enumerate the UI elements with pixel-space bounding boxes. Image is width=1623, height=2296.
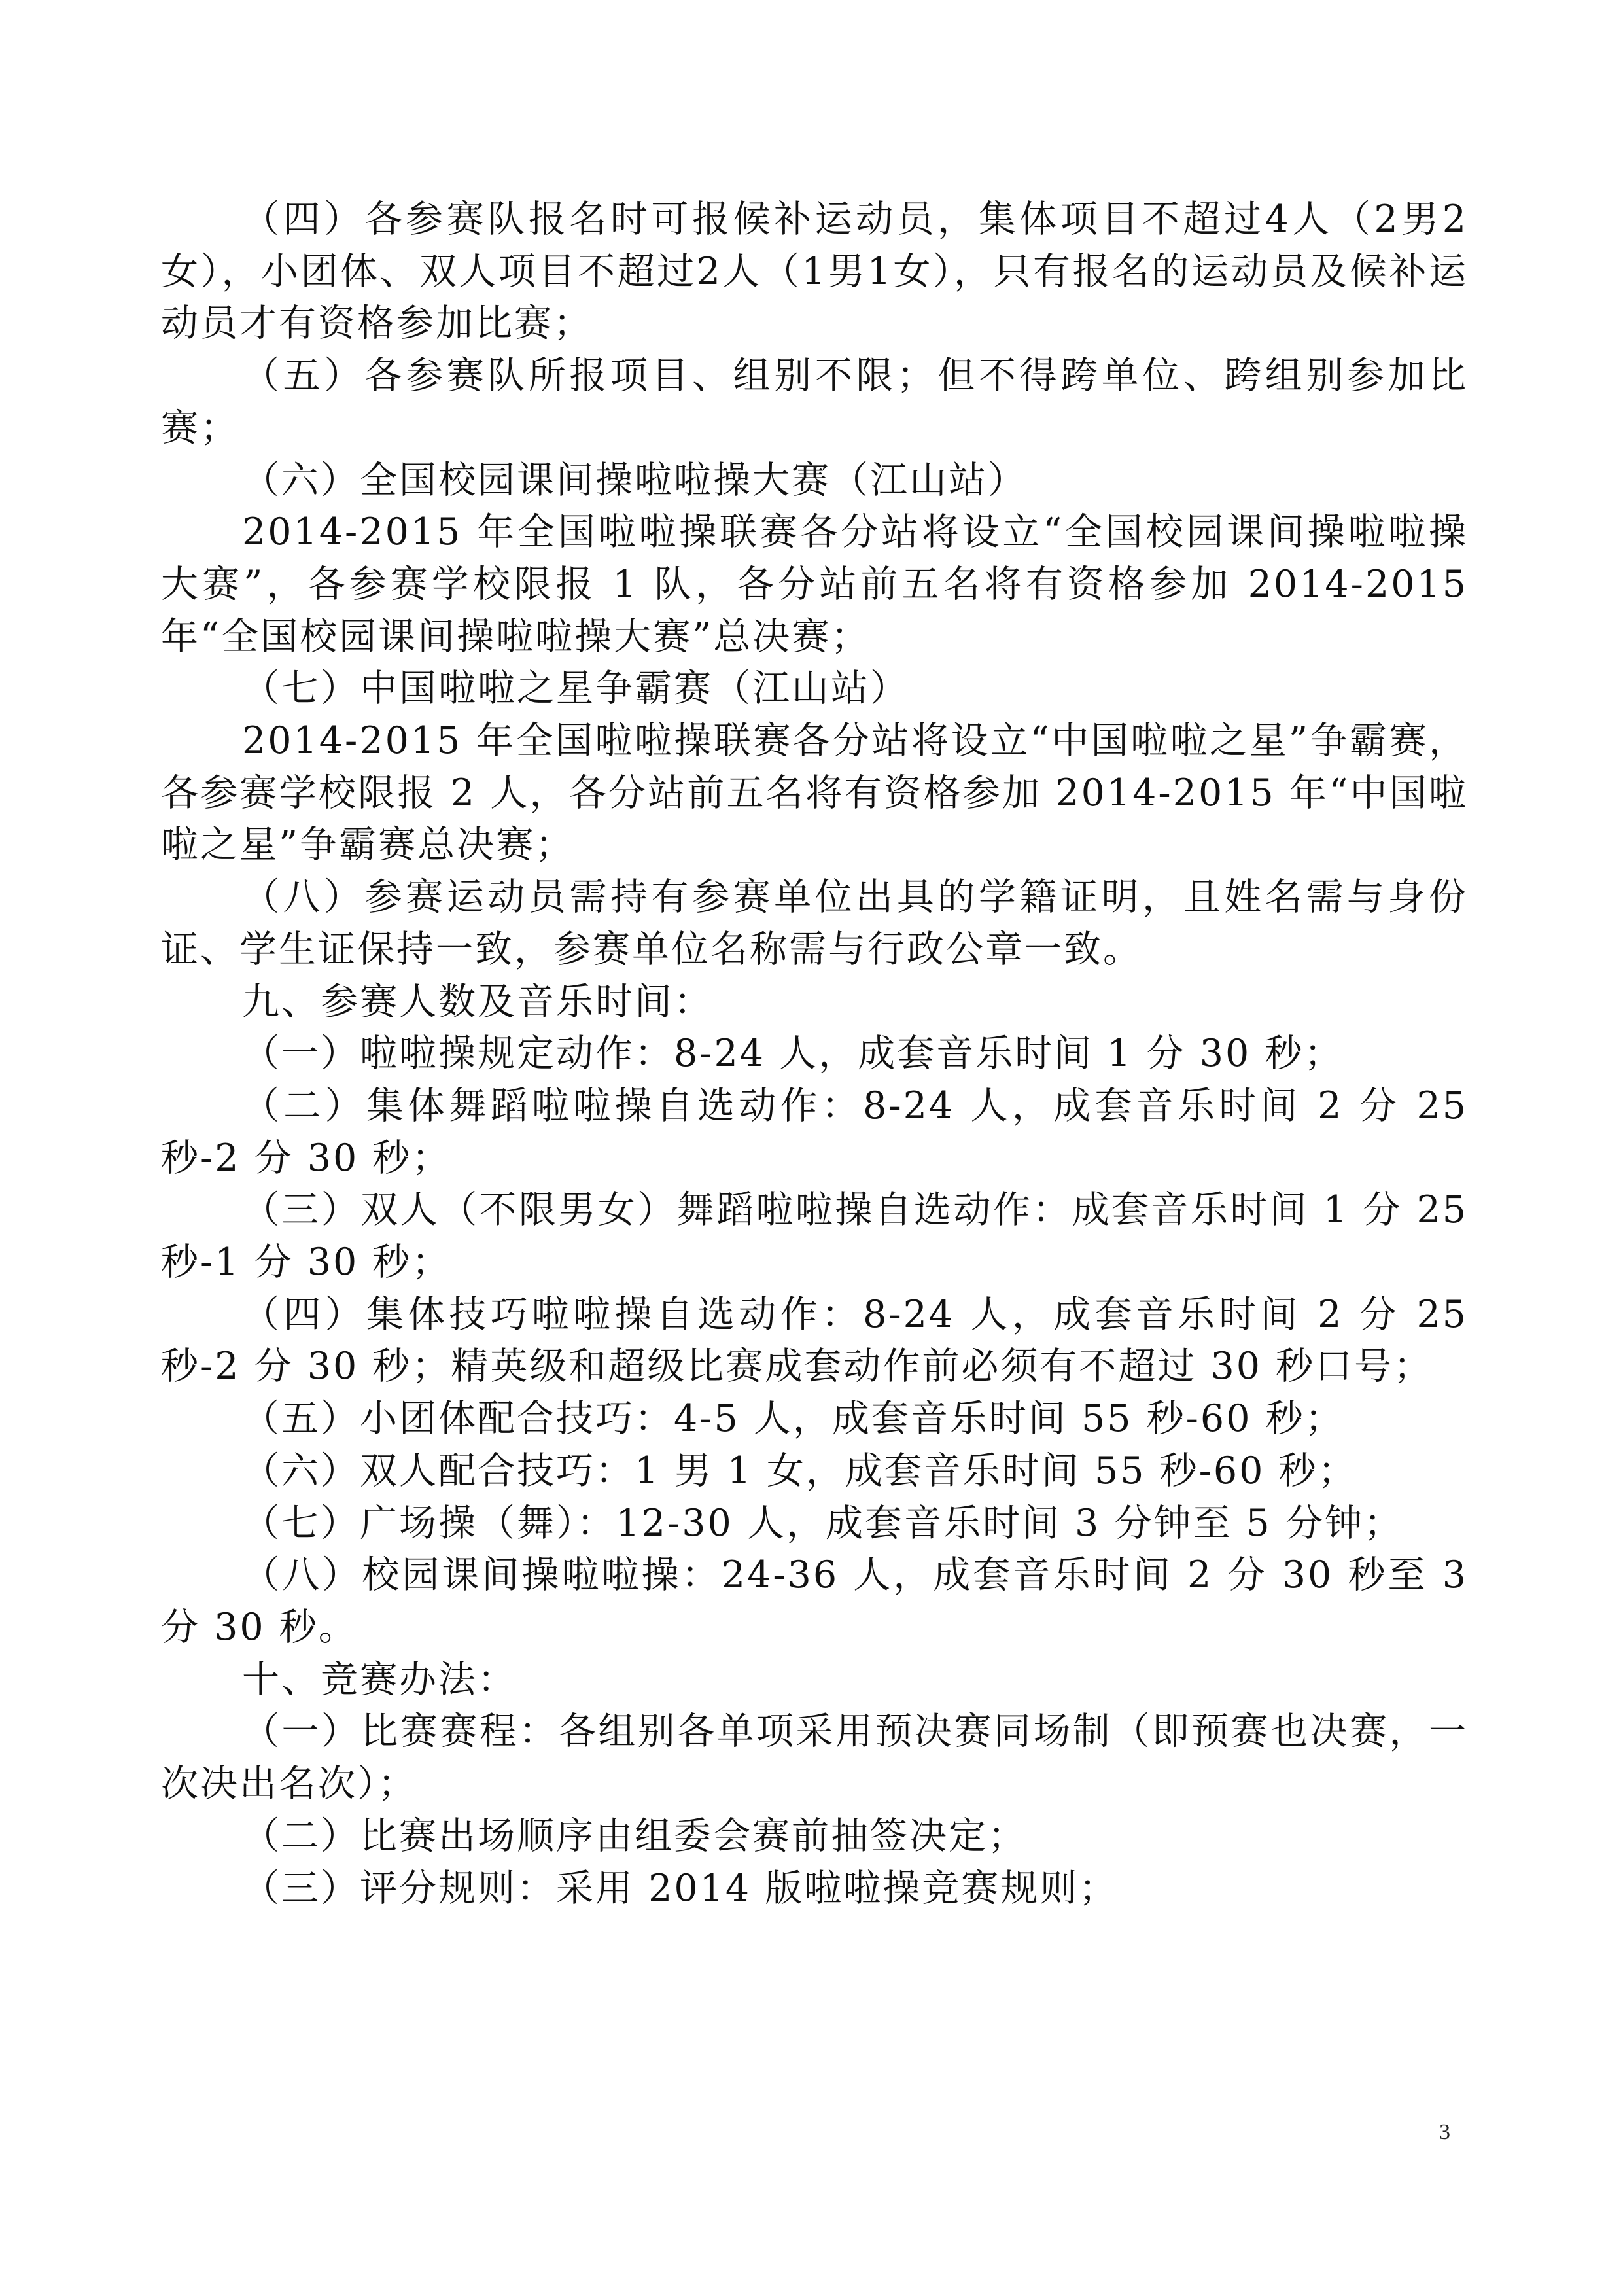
section-heading-9: 九、参赛人数及音乐时间： xyxy=(242,980,713,1023)
paragraph-3: （六）全国校园课间操啦啦操大赛（江山站） xyxy=(242,458,1027,502)
paragraph-4: 2014-2015 年全国啦啦操联赛各分站将设立“全国校园课间操啦啦操大赛”，各参赛学校限报 1 队，各分站前五名将有资格参加 2014-2015 年“全国校园课间操啦啦操大赛”总决赛； xyxy=(161,510,1468,658)
page-number: 3 xyxy=(1439,2120,1450,2144)
paragraph-7: （八）参赛运动员需持有参赛单位出具的学籍证明，且姓名需与身份证、学生证保持一致，参赛单位名称需与行政公章一致。 xyxy=(161,875,1468,971)
paragraph-9-2: （二）集体舞蹈啦啦操自选动作：8-24 人，成套音乐时间 2 分 25 秒-2 分 30 秒； xyxy=(161,1084,1468,1180)
paragraph-9-5: （五）小团体配合技巧：4-5 人，成套音乐时间 55 秒-60 秒； xyxy=(242,1397,1344,1441)
paragraph-5: （七）中国啦啦之星争霸赛（江山站） xyxy=(242,667,909,711)
paragraph-10-1: （一）比赛赛程：各组别各单项采用预决赛同场制（即预赛也决赛，一次决出名次）； xyxy=(161,1710,1468,1806)
section-heading-10: 十、竞赛办法： xyxy=(242,1657,517,1701)
paragraph-9-1: （一）啦啦操规定动作：8-24 人，成套音乐时间 1 分 30 秒； xyxy=(242,1032,1344,1076)
paragraph-9-7: （七）广场操（舞）：12-30 人，成套音乐时间 3 分钟至 5 分钟； xyxy=(242,1501,1403,1545)
paragraph-6: 2014-2015 年全国啦啦操联赛各分站将设立“中国啦啦之星”争霸赛，各参赛学校限报 2 人，各分站前五名将有资格参加 2014-2015 年“中国啦啦之星”争霸赛总决赛； xyxy=(161,719,1468,867)
paragraph-9-8: （八）校园课间操啦啦操：24-36 人，成套音乐时间 2 分 30 秒至 3 分 30 秒。 xyxy=(161,1553,1468,1649)
paragraph-2: （五）各参赛队所报项目、组别不限；但不得跨单位、跨组别参加比赛； xyxy=(161,354,1468,450)
paragraph-9-4: （四）集体技巧啦啦操自选动作：8-24 人，成套音乐时间 2 分 25 秒-2 分 30 秒；精英级和超级比赛成套动作前必须有不超过 30 秒口号； xyxy=(161,1292,1468,1388)
paragraph-9-3: （三）双人（不限男女）舞蹈啦啦操自选动作：成套音乐时间 1 分 25 秒-1 分 30 秒； xyxy=(161,1188,1468,1284)
paragraph-9-6: （六）双人配合技巧：1 男 1 女，成套音乐时间 55 秒-60 秒； xyxy=(242,1449,1357,1492)
paragraph-10-3: （三）评分规则：采用 2014 版啦啦操竞赛规则； xyxy=(242,1866,1119,1910)
paragraph-10-2: （二）比赛出场顺序由组委会赛前抽签决定； xyxy=(242,1814,1027,1858)
paragraph-1: （四）各参赛队报名时可报候补运动员，集体项目不超过4人（2男2女），小团体、双人项目不超过2人（1男1女），只有报名的运动员及候补运动员才有资格参加比赛； xyxy=(161,198,1468,345)
document-body xyxy=(161,194,1468,1915)
